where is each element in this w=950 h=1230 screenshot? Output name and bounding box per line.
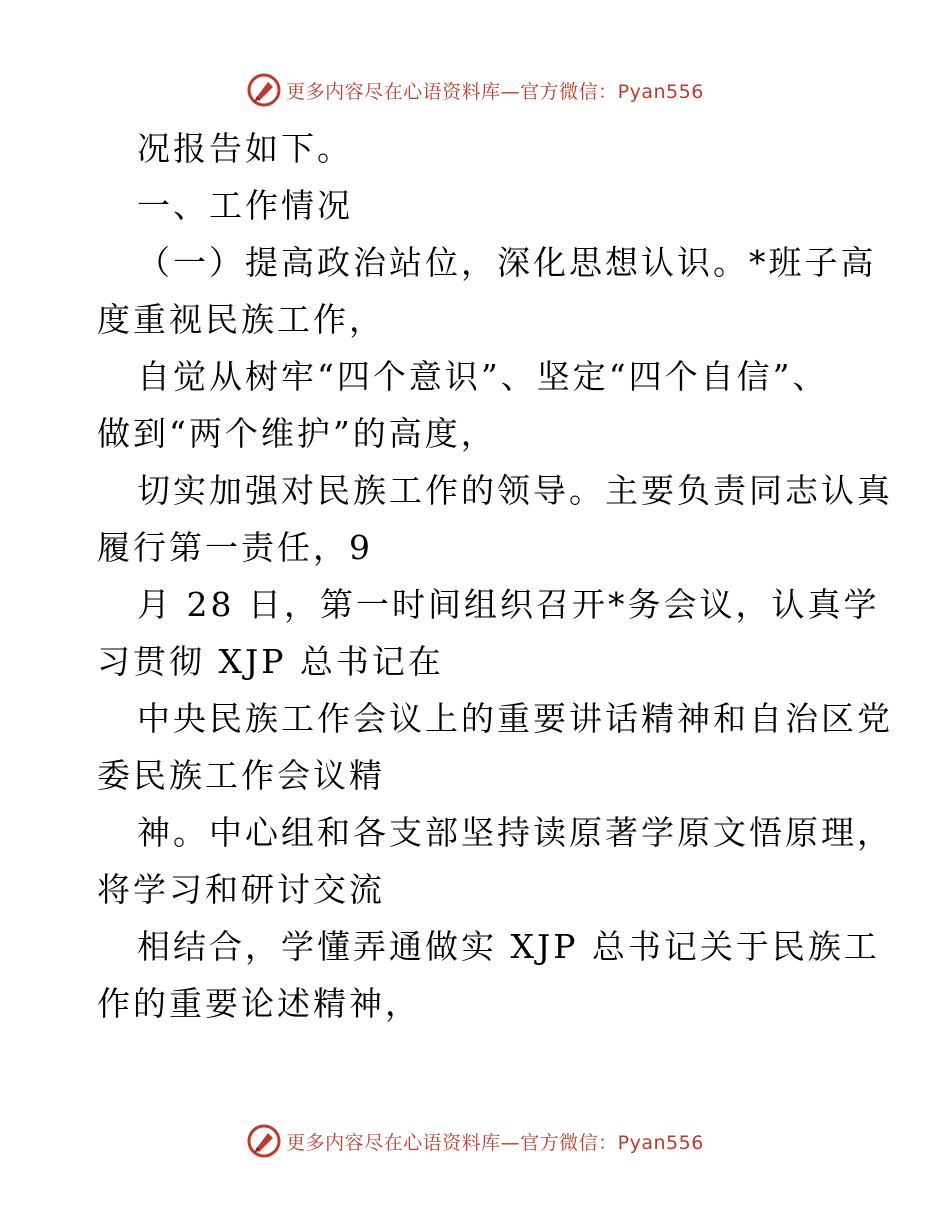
header-banner <box>0 70 950 110</box>
text-line: （一）提高政治站位，深化思想认识。*班子高 <box>137 243 877 282</box>
footer-banner-text: 更多内容尽在心语资料库—官方微信：Pyan556 <box>286 1131 704 1154</box>
text-line: 习贯彻 XJP 总书记在 <box>97 642 444 681</box>
document-body <box>97 120 893 1032</box>
text-line: 相结合，学懂弄通做实 XJP 总书记关于民族工 <box>137 927 880 966</box>
text-line: 将学习和研讨交流 <box>97 870 385 909</box>
text-line: 一、工作情况 <box>137 186 353 225</box>
text-line: 履行第一责任，9 <box>97 528 373 567</box>
text-line: 委民族工作会议精 <box>97 756 385 795</box>
text-line: 月 28 日，第一时间组织召开*务会议，认真学 <box>137 585 880 624</box>
pen-nib-logo-icon <box>246 1123 282 1159</box>
text-line: 作的重要论述精神， <box>97 984 421 1023</box>
text-line: 度重视民族工作， <box>97 300 385 339</box>
text-line: 做到“两个维护”的高度， <box>97 414 497 453</box>
text-line: 切实加强对民族工作的领导。主要负责同志认真 <box>137 471 893 510</box>
text-line: 况报告如下。 <box>137 129 353 168</box>
header-banner-text: 更多内容尽在心语资料库—官方微信：Pyan556 <box>286 80 704 103</box>
text-line: 中央民族工作会议上的重要讲话精神和自治区党 <box>137 699 893 738</box>
pen-nib-logo-icon <box>246 72 282 108</box>
footer-banner <box>0 1121 950 1161</box>
text-line: 自觉从树牢“四个意识”、坚定“四个自信”、 <box>137 357 829 396</box>
text-line: 神。中心组和各支部坚持读原著学原文悟原理， <box>137 813 893 852</box>
